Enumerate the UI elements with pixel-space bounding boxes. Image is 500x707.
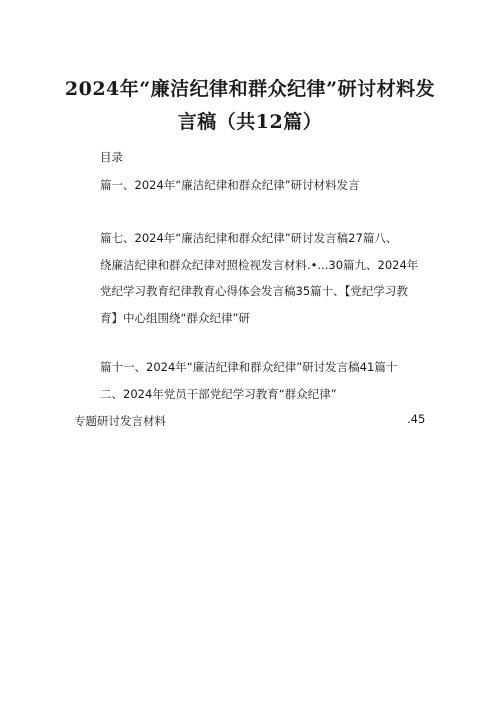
toc-entry: 篇十一、2024年“廉洁纪律和群众纪律”研讨发言稿41篇十 <box>100 360 398 374</box>
toc-heading: 目录 <box>100 150 123 164</box>
toc-entry: 专题研讨发言材料 <box>74 414 166 428</box>
toc-entry: 绕廉洁纪律和群众纪律对照检视发言材料.•...30篇九、2024年 <box>100 258 419 272</box>
toc-page-number: .45 <box>407 412 426 426</box>
toc-entry: 育】中心组围绕“群众纪律”研 <box>100 311 250 325</box>
document-title-line-2: 言稿（共12篇） <box>177 111 323 133</box>
toc-entry: 篇一、2024年“廉洁纪律和群众纪律”研讨材料发言 <box>100 178 360 192</box>
document-title-line-1: 2024年“廉洁纪律和群众纪律”研讨材料发 <box>64 78 436 100</box>
toc-entry: 篇七、2024年“廉洁纪律和群众纪律”研讨发言稿27篇八、 <box>100 231 398 245</box>
toc-entry: 党纪学习教育纪律教育心得体会发言稿35篇十、【党纪学习教 <box>100 284 408 298</box>
toc-entry: 二、2024年党员干部党纪学习教育“群众纪律” <box>100 387 337 401</box>
